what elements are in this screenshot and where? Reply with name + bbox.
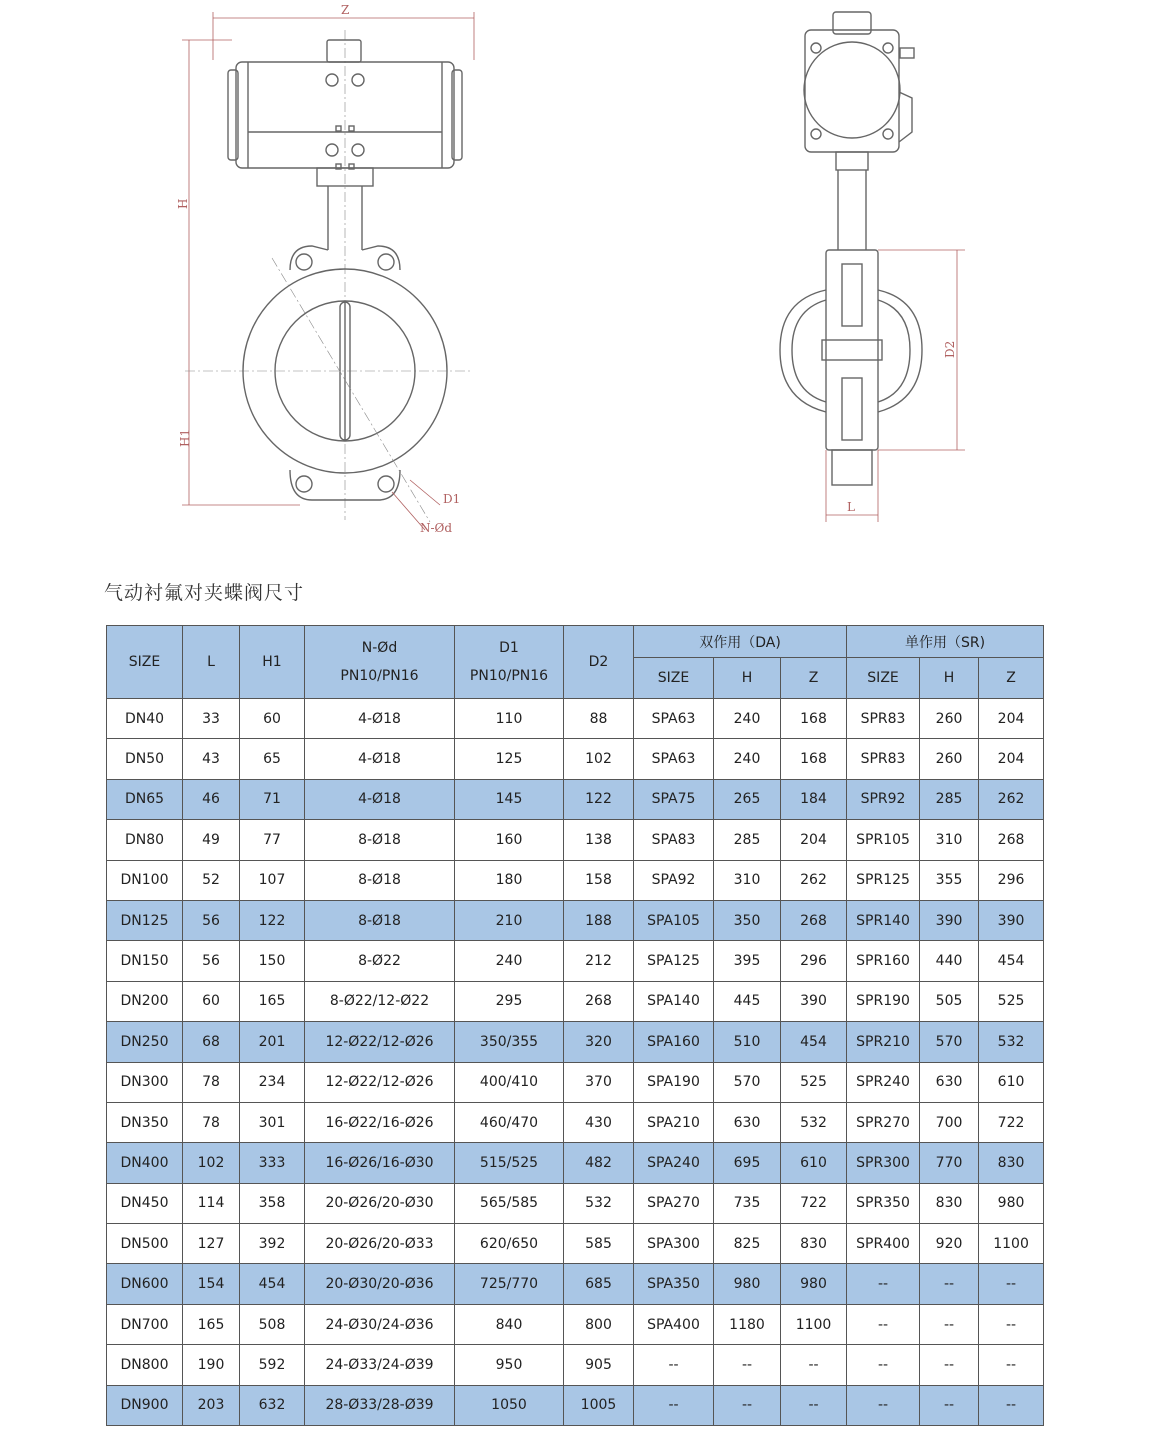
- cell-d1: 295: [455, 981, 564, 1021]
- cell-nd: 20-Ø30/20-Ø36: [305, 1264, 455, 1304]
- cell-da-z: 390: [781, 981, 847, 1021]
- header-n-d: [305, 626, 455, 699]
- table-row: [107, 1143, 1044, 1183]
- cell-sr-size: --: [847, 1264, 920, 1304]
- cell-da-h: 695: [714, 1143, 781, 1183]
- cell-d2: 370: [564, 1062, 634, 1102]
- cell-sr-size: --: [847, 1345, 920, 1385]
- cell-da-z: 454: [781, 1022, 847, 1062]
- cell-d2: 88: [564, 699, 634, 739]
- cell-h1: 107: [240, 860, 305, 900]
- cell-d2: 685: [564, 1264, 634, 1304]
- cell-l: 46: [183, 779, 240, 819]
- cell-sr-size: SPR240: [847, 1062, 920, 1102]
- cell-da-h: 825: [714, 1224, 781, 1264]
- cell-da-size: SPA63: [634, 699, 714, 739]
- cell-sr-h: 260: [920, 699, 979, 739]
- cell-da-h: 980: [714, 1264, 781, 1304]
- cell-da-h: 445: [714, 981, 781, 1021]
- cell-d2: 138: [564, 820, 634, 860]
- header-n-d-bottom: PN10/PN16: [340, 668, 419, 684]
- cell-size: DN65: [107, 779, 183, 819]
- table-row: [107, 779, 1044, 819]
- cell-da-size: SPA270: [634, 1183, 714, 1223]
- cell-d2: 800: [564, 1304, 634, 1344]
- cell-da-h: --: [714, 1385, 781, 1425]
- cell-sr-size: SPR83: [847, 699, 920, 739]
- cell-sr-size: SPR140: [847, 900, 920, 940]
- side-view-drawing: [780, 12, 965, 522]
- page-title: 气动衬氟对夹蝶阀尺寸: [104, 582, 305, 604]
- header-single-acting: 单作用（SR): [847, 626, 1044, 658]
- cell-nd: 4-Ø18: [305, 779, 455, 819]
- cell-size: DN350: [107, 1102, 183, 1142]
- cell-da-size: SPA400: [634, 1304, 714, 1344]
- table-row: [107, 739, 1044, 779]
- cell-sr-z: --: [979, 1264, 1044, 1304]
- dim-label-h: H: [176, 198, 190, 209]
- cell-size: DN200: [107, 981, 183, 1021]
- cell-d1: 840: [455, 1304, 564, 1344]
- cell-da-h: 265: [714, 779, 781, 819]
- dim-label-l: L: [847, 500, 855, 514]
- cell-nd: 8-Ø22/12-Ø22: [305, 981, 455, 1021]
- cell-sr-h: 830: [920, 1183, 979, 1223]
- cell-d1: 180: [455, 860, 564, 900]
- dim-label-d2: D2: [943, 340, 957, 358]
- cell-d2: 122: [564, 779, 634, 819]
- cell-h1: 358: [240, 1183, 305, 1223]
- cell-sr-h: 920: [920, 1224, 979, 1264]
- header-h1: H1: [240, 626, 305, 699]
- cell-da-size: SPA83: [634, 820, 714, 860]
- cell-da-z: 262: [781, 860, 847, 900]
- cell-l: 78: [183, 1062, 240, 1102]
- cell-da-h: 510: [714, 1022, 781, 1062]
- cell-d1: 400/410: [455, 1062, 564, 1102]
- table-row: [107, 1022, 1044, 1062]
- cell-d1: 210: [455, 900, 564, 940]
- header-double-acting: 双作用（DA): [634, 626, 847, 658]
- cell-d2: 905: [564, 1345, 634, 1385]
- cell-size: DN150: [107, 941, 183, 981]
- cell-sr-size: SPR92: [847, 779, 920, 819]
- cell-size: DN300: [107, 1062, 183, 1102]
- header-d2: D2: [564, 626, 634, 699]
- header-d1-top: D1: [499, 640, 519, 656]
- header-d1: [455, 626, 564, 699]
- cell-nd: 24-Ø33/24-Ø39: [305, 1345, 455, 1385]
- cell-da-z: --: [781, 1385, 847, 1425]
- cell-da-h: 1180: [714, 1304, 781, 1344]
- table-row: [107, 860, 1044, 900]
- cell-sr-z: --: [979, 1304, 1044, 1344]
- cell-sr-z: 296: [979, 860, 1044, 900]
- cell-sr-z: 262: [979, 779, 1044, 819]
- header-n-d-top: N-Ød: [361, 640, 398, 656]
- cell-h1: 632: [240, 1385, 305, 1425]
- dim-label-h1: H1: [178, 428, 192, 447]
- cell-d2: 482: [564, 1143, 634, 1183]
- cell-sr-h: --: [920, 1385, 979, 1425]
- cell-d1: 725/770: [455, 1264, 564, 1304]
- cell-h1: 77: [240, 820, 305, 860]
- cell-da-z: 204: [781, 820, 847, 860]
- cell-l: 52: [183, 860, 240, 900]
- cell-sr-h: 390: [920, 900, 979, 940]
- front-view-labels: [176, 3, 460, 535]
- dim-label-z: Z: [341, 3, 350, 17]
- cell-sr-h: --: [920, 1304, 979, 1344]
- cell-nd: 20-Ø26/20-Ø33: [305, 1224, 455, 1264]
- cell-da-size: SPA240: [634, 1143, 714, 1183]
- cell-da-h: 630: [714, 1102, 781, 1142]
- cell-size: DN700: [107, 1304, 183, 1344]
- cell-sr-size: SPR160: [847, 941, 920, 981]
- cell-sr-size: SPR190: [847, 981, 920, 1021]
- cell-sr-h: 570: [920, 1022, 979, 1062]
- cell-da-z: 525: [781, 1062, 847, 1102]
- cell-l: 190: [183, 1345, 240, 1385]
- cell-da-size: SPA300: [634, 1224, 714, 1264]
- table-row: [107, 1102, 1044, 1142]
- header-da-z: Z: [781, 658, 847, 699]
- table-row: [107, 1385, 1044, 1425]
- cell-size: DN400: [107, 1143, 183, 1183]
- cell-sr-size: --: [847, 1304, 920, 1344]
- cell-da-z: 296: [781, 941, 847, 981]
- cell-sr-h: 700: [920, 1102, 979, 1142]
- cell-size: DN800: [107, 1345, 183, 1385]
- cell-size: DN80: [107, 820, 183, 860]
- cell-d2: 320: [564, 1022, 634, 1062]
- cell-sr-size: SPR300: [847, 1143, 920, 1183]
- cell-sr-z: 268: [979, 820, 1044, 860]
- cell-sr-size: SPR105: [847, 820, 920, 860]
- cell-l: 49: [183, 820, 240, 860]
- table-row: [107, 941, 1044, 981]
- header-da-size: SIZE: [634, 658, 714, 699]
- cell-d1: 460/470: [455, 1102, 564, 1142]
- cell-sr-z: 722: [979, 1102, 1044, 1142]
- cell-d1: 110: [455, 699, 564, 739]
- side-view-labels: [847, 341, 957, 514]
- cell-da-z: 830: [781, 1224, 847, 1264]
- cell-d1: 125: [455, 739, 564, 779]
- cell-sr-size: SPR125: [847, 860, 920, 900]
- cell-d1: 145: [455, 779, 564, 819]
- dim-label-nd: N-Ød: [420, 521, 453, 535]
- cell-da-size: --: [634, 1345, 714, 1385]
- cell-sr-h: 770: [920, 1143, 979, 1183]
- cell-sr-z: 454: [979, 941, 1044, 981]
- cell-sr-z: 204: [979, 739, 1044, 779]
- cell-d2: 268: [564, 981, 634, 1021]
- cell-l: 165: [183, 1304, 240, 1344]
- cell-sr-z: 532: [979, 1022, 1044, 1062]
- cell-da-z: 722: [781, 1183, 847, 1223]
- cell-l: 68: [183, 1022, 240, 1062]
- cell-d1: 565/585: [455, 1183, 564, 1223]
- cell-nd: 8-Ø18: [305, 820, 455, 860]
- cell-sr-h: 260: [920, 739, 979, 779]
- cell-da-z: 610: [781, 1143, 847, 1183]
- cell-l: 56: [183, 900, 240, 940]
- cell-nd: 28-Ø33/28-Ø39: [305, 1385, 455, 1425]
- cell-l: 78: [183, 1102, 240, 1142]
- cell-da-h: 310: [714, 860, 781, 900]
- header-sr-z: Z: [979, 658, 1044, 699]
- valve-drawings: [0, 0, 1150, 560]
- cell-size: DN450: [107, 1183, 183, 1223]
- cell-da-h: 350: [714, 900, 781, 940]
- front-view-drawing: [182, 12, 474, 530]
- cell-sr-z: 1100: [979, 1224, 1044, 1264]
- cell-h1: 65: [240, 739, 305, 779]
- header-d1-bottom: PN10/PN16: [469, 668, 549, 684]
- cell-da-h: 240: [714, 739, 781, 779]
- cell-sr-h: 505: [920, 981, 979, 1021]
- cell-da-size: --: [634, 1385, 714, 1425]
- table-row: [107, 820, 1044, 860]
- cell-sr-h: 440: [920, 941, 979, 981]
- cell-d1: 950: [455, 1345, 564, 1385]
- cell-d1: 515/525: [455, 1143, 564, 1183]
- cell-d1: 160: [455, 820, 564, 860]
- cell-nd: 16-Ø22/16-Ø26: [305, 1102, 455, 1142]
- cell-nd: 20-Ø26/20-Ø30: [305, 1183, 455, 1223]
- cell-size: DN250: [107, 1022, 183, 1062]
- table-header: [107, 626, 1044, 699]
- table-row: [107, 900, 1044, 940]
- cell-sr-z: 204: [979, 699, 1044, 739]
- cell-nd: 8-Ø18: [305, 900, 455, 940]
- cell-sr-size: SPR350: [847, 1183, 920, 1223]
- cell-da-z: 980: [781, 1264, 847, 1304]
- cell-size: DN500: [107, 1224, 183, 1264]
- cell-da-h: 395: [714, 941, 781, 981]
- cell-d2: 532: [564, 1183, 634, 1223]
- header-sr-size: SIZE: [847, 658, 920, 699]
- cell-sr-z: --: [979, 1385, 1044, 1425]
- dim-label-d1: D1: [443, 492, 461, 506]
- cell-h1: 234: [240, 1062, 305, 1102]
- cell-nd: 12-Ø22/12-Ø26: [305, 1022, 455, 1062]
- cell-l: 114: [183, 1183, 240, 1223]
- cell-size: DN600: [107, 1264, 183, 1304]
- cell-sr-z: 980: [979, 1183, 1044, 1223]
- cell-da-z: 1100: [781, 1304, 847, 1344]
- cell-da-size: SPA210: [634, 1102, 714, 1142]
- table-body: [107, 699, 1044, 1426]
- header-sr-h: H: [920, 658, 979, 699]
- cell-da-h: --: [714, 1345, 781, 1385]
- cell-sr-size: SPR210: [847, 1022, 920, 1062]
- table-row: [107, 699, 1044, 739]
- table-row: [107, 981, 1044, 1021]
- cell-sr-h: 285: [920, 779, 979, 819]
- table-row: [107, 1345, 1044, 1385]
- cell-da-size: SPA105: [634, 900, 714, 940]
- cell-sr-size: --: [847, 1385, 920, 1425]
- header-size: SIZE: [107, 626, 183, 699]
- cell-size: DN40: [107, 699, 183, 739]
- cell-d1: 240: [455, 941, 564, 981]
- cell-h1: 333: [240, 1143, 305, 1183]
- cell-d2: 102: [564, 739, 634, 779]
- cell-da-size: SPA92: [634, 860, 714, 900]
- cell-nd: 8-Ø18: [305, 860, 455, 900]
- cell-l: 203: [183, 1385, 240, 1425]
- cell-d1: 350/355: [455, 1022, 564, 1062]
- cell-sr-size: SPR400: [847, 1224, 920, 1264]
- cell-h1: 508: [240, 1304, 305, 1344]
- dimension-table: [106, 625, 1044, 1426]
- cell-da-z: 168: [781, 739, 847, 779]
- header-da-h: H: [714, 658, 781, 699]
- cell-sr-h: --: [920, 1345, 979, 1385]
- cell-da-size: SPA75: [634, 779, 714, 819]
- cell-h1: 201: [240, 1022, 305, 1062]
- header-l: L: [183, 626, 240, 699]
- cell-da-h: 735: [714, 1183, 781, 1223]
- cell-d2: 188: [564, 900, 634, 940]
- cell-d1: 620/650: [455, 1224, 564, 1264]
- cell-da-z: 532: [781, 1102, 847, 1142]
- cell-da-z: 268: [781, 900, 847, 940]
- cell-sr-h: 630: [920, 1062, 979, 1102]
- cell-da-size: SPA140: [634, 981, 714, 1021]
- cell-da-size: SPA125: [634, 941, 714, 981]
- table-row: [107, 1183, 1044, 1223]
- cell-nd: 8-Ø22: [305, 941, 455, 981]
- cell-sr-h: 355: [920, 860, 979, 900]
- cell-l: 56: [183, 941, 240, 981]
- cell-sr-z: 830: [979, 1143, 1044, 1183]
- cell-h1: 71: [240, 779, 305, 819]
- cell-nd: 4-Ø18: [305, 699, 455, 739]
- cell-l: 43: [183, 739, 240, 779]
- cell-l: 102: [183, 1143, 240, 1183]
- cell-size: DN100: [107, 860, 183, 900]
- cell-da-h: 285: [714, 820, 781, 860]
- cell-sr-h: --: [920, 1264, 979, 1304]
- cell-da-h: 570: [714, 1062, 781, 1102]
- cell-da-size: SPA190: [634, 1062, 714, 1102]
- cell-da-size: SPA350: [634, 1264, 714, 1304]
- table-row: [107, 1304, 1044, 1344]
- table-row: [107, 1264, 1044, 1304]
- cell-size: DN900: [107, 1385, 183, 1425]
- cell-h1: 392: [240, 1224, 305, 1264]
- cell-da-h: 240: [714, 699, 781, 739]
- cell-d2: 585: [564, 1224, 634, 1264]
- cell-da-z: --: [781, 1345, 847, 1385]
- cell-size: DN125: [107, 900, 183, 940]
- cell-h1: 165: [240, 981, 305, 1021]
- cell-da-size: SPA63: [634, 739, 714, 779]
- cell-h1: 60: [240, 699, 305, 739]
- cell-d1: 1050: [455, 1385, 564, 1425]
- cell-sr-size: SPR83: [847, 739, 920, 779]
- cell-h1: 301: [240, 1102, 305, 1142]
- cell-h1: 454: [240, 1264, 305, 1304]
- cell-l: 60: [183, 981, 240, 1021]
- cell-sr-h: 310: [920, 820, 979, 860]
- cell-d2: 158: [564, 860, 634, 900]
- cell-nd: 24-Ø30/24-Ø36: [305, 1304, 455, 1344]
- cell-d2: 212: [564, 941, 634, 981]
- cell-nd: 16-Ø26/16-Ø30: [305, 1143, 455, 1183]
- cell-sr-size: SPR270: [847, 1102, 920, 1142]
- cell-h1: 592: [240, 1345, 305, 1385]
- cell-nd: 4-Ø18: [305, 739, 455, 779]
- table-row: [107, 1224, 1044, 1264]
- cell-h1: 150: [240, 941, 305, 981]
- cell-da-z: 184: [781, 779, 847, 819]
- cell-l: 33: [183, 699, 240, 739]
- cell-sr-z: 610: [979, 1062, 1044, 1102]
- cell-size: DN50: [107, 739, 183, 779]
- cell-l: 127: [183, 1224, 240, 1264]
- cell-da-z: 168: [781, 699, 847, 739]
- cell-l: 154: [183, 1264, 240, 1304]
- cell-sr-z: --: [979, 1345, 1044, 1385]
- cell-da-size: SPA160: [634, 1022, 714, 1062]
- cell-sr-z: 525: [979, 981, 1044, 1021]
- cell-sr-z: 390: [979, 900, 1044, 940]
- table-row: [107, 1062, 1044, 1102]
- cell-d2: 430: [564, 1102, 634, 1142]
- cell-nd: 12-Ø22/12-Ø26: [305, 1062, 455, 1102]
- cell-h1: 122: [240, 900, 305, 940]
- cell-d2: 1005: [564, 1385, 634, 1425]
